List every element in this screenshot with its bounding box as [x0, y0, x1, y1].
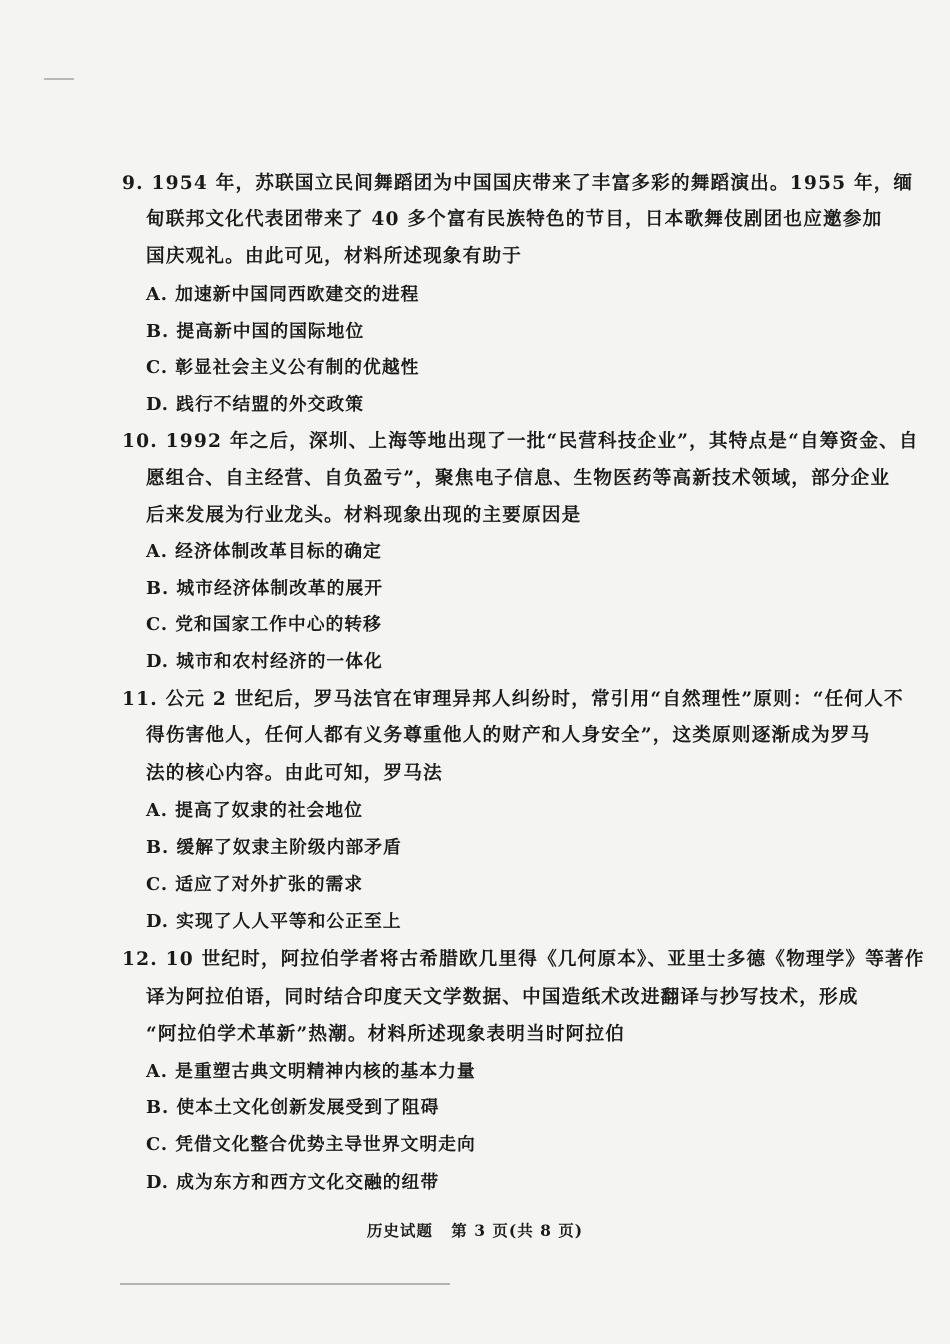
question-10-option-b: B. 城市经济体制改革的展开	[146, 578, 384, 599]
question-9-option-d: D. 践行不结盟的外交政策	[146, 394, 364, 415]
question-9-option-b: B. 提高新中国的国际地位	[146, 321, 365, 342]
question-9-line-1: 9. 1954 年，苏联国立民间舞蹈团为中国国庆带来了丰富多彩的舞蹈演出。1955 年，缅	[122, 173, 914, 194]
question-12-option-d: D. 成为东方和西方文化交融的纽带	[146, 1172, 440, 1193]
question-11-option-c: C. 适应了对外扩张的需求	[146, 874, 364, 895]
bottom-rule	[120, 1283, 450, 1285]
question-10-line-2: 愿组合、自主经营、自负盈亏”，聚焦电子信息、生物医药等高新技术领域，部分企业	[146, 468, 891, 489]
question-10-line-1: 10. 1992 年之后，深圳、上海等地出现了一批“民营科技企业”，其特点是“自筹资金、自	[122, 431, 919, 452]
question-12-option-b: B. 使本土文化创新发展受到了阻碍	[146, 1097, 440, 1118]
question-11-line-3: 法的核心内容。由此可知，罗马法	[146, 763, 443, 784]
question-11-option-d: D. 实现了人人平等和公正至上	[146, 911, 402, 932]
question-10-option-c: C. 党和国家工作中心的转移	[146, 614, 382, 635]
question-12-option-c: C. 凭借文化整合优势主导世界文明走向	[146, 1134, 476, 1155]
question-12-line-1: 12. 10 世纪时，阿拉伯学者将古希腊欧几里得《几何原本》、亚里士多德《物理学》等著作	[122, 949, 925, 970]
question-11-option-b: B. 缓解了奴隶主阶级内部矛盾	[146, 837, 402, 858]
scan-mark	[44, 78, 74, 80]
question-11-option-a: A. 提高了奴隶的社会地位	[146, 800, 363, 821]
question-12-line-3: “阿拉伯学术革新”热潮。材料所述现象表明当时阿拉伯	[146, 1024, 626, 1045]
question-10-option-a: A. 经济体制改革目标的确定	[146, 541, 382, 562]
question-12-option-a: A. 是重塑古典文明精神内核的基本力量	[146, 1061, 476, 1082]
question-11-line-2: 得伤害他人，任何人都有义务尊重他人的财产和人身安全”，这类原则逐渐成为罗马	[146, 725, 871, 746]
question-12-line-2: 译为阿拉伯语，同时结合印度天文学数据、中国造纸术改进翻译与抄写技术，形成	[146, 987, 859, 1008]
question-9-line-3: 国庆观礼。由此可见，材料所述现象有助于	[146, 246, 523, 267]
page-footer	[0, 1219, 950, 1241]
question-9-option-a: A. 加速新中国同西欧建交的进程	[146, 284, 420, 305]
question-9-option-c: C. 彰显社会主义公有制的优越性	[146, 357, 420, 378]
footer-subject: 历史试题	[366, 1221, 433, 1240]
question-10-option-d: D. 城市和农村经济的一体化	[146, 651, 383, 672]
footer-page-number: 第 3 页(共 8 页)	[451, 1221, 584, 1240]
question-11-line-1: 11. 公元 2 世纪后，罗马法官在审理异邦人纠纷时，常引用“自然理性”原则：“任何人不	[122, 689, 904, 710]
question-10-line-3: 后来发展为行业龙头。材料现象出现的主要原因是	[146, 505, 582, 526]
question-9-line-2: 甸联邦文化代表团带来了 40 多个富有民族特色的节目，日本歌舞伎剧团也应邀参加	[146, 209, 883, 230]
